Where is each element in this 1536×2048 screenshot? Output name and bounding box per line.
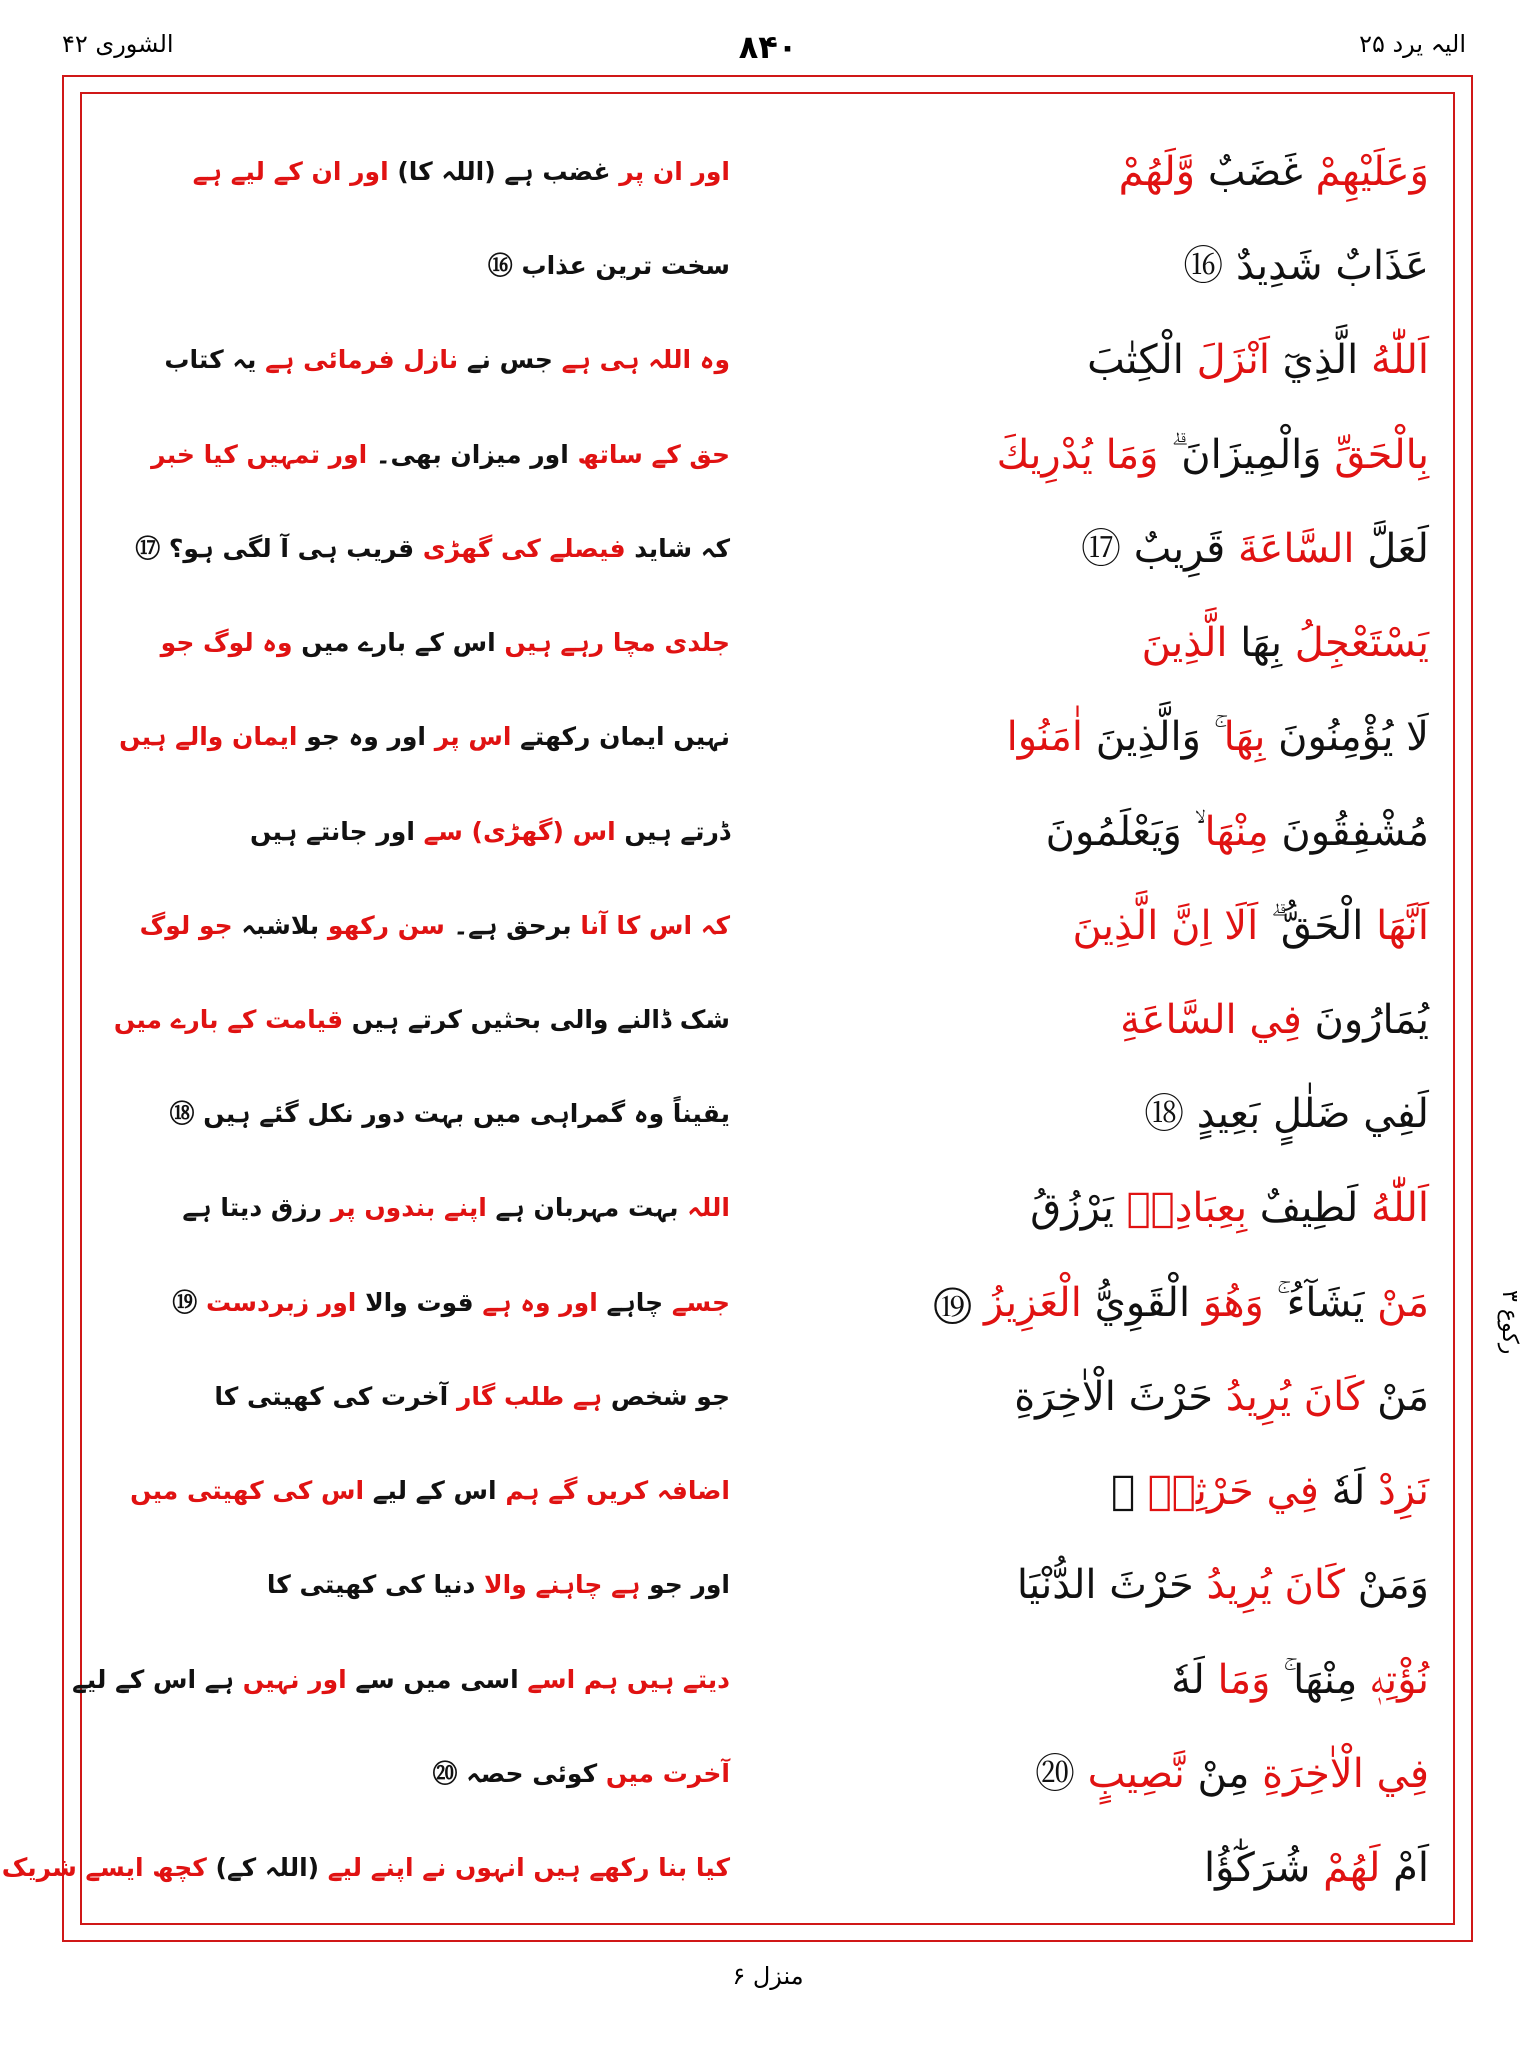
urdu-translation-line	[110, 413, 730, 497]
header-juz-label: الیہ یرد ۲۵	[1359, 30, 1466, 58]
arabic-verse-line	[809, 1449, 1429, 1533]
arabic-segment: ۙ وَيَعْلَمُونَ	[1045, 808, 1205, 855]
arabic-segment: الْكِتٰبَ	[1087, 337, 1197, 384]
urdu-segment: اور وہ ہے	[482, 1287, 598, 1317]
manzil-footer: منزل ۶	[732, 1962, 804, 1990]
urdu-translation-line	[110, 1072, 730, 1156]
arabic-segment: مِنْ	[1184, 1750, 1263, 1797]
arabic-segment: مَنْ	[1377, 1279, 1429, 1326]
urdu-segment: اور زبردست	[205, 1287, 357, 1317]
verse-row	[100, 978, 1435, 1062]
arabic-segment: يُمَارُونَ	[1301, 996, 1429, 1043]
arabic-verse-line	[809, 1072, 1429, 1156]
urdu-segment: اس (گھڑی) سے	[423, 816, 616, 846]
urdu-segment: ہے چاہنے والا	[484, 1570, 641, 1600]
arabic-segment: لَهُمْ	[1323, 1844, 1381, 1891]
urdu-translation-line	[110, 695, 730, 779]
arabic-segment: فِي السَّاعَةِ	[1120, 996, 1302, 1043]
verse-row	[100, 507, 1435, 591]
urdu-segment: اس کے بارے میں	[292, 628, 505, 658]
urdu-segment: اللہ	[687, 1193, 730, 1223]
urdu-segment: کہ شاید	[625, 533, 730, 563]
urdu-translation-line	[110, 1261, 730, 1345]
urdu-segment: آخرت میں	[605, 1758, 730, 1788]
arabic-verse-line	[809, 1543, 1429, 1627]
urdu-segment: جلدی مچا رہے ہیں	[504, 628, 730, 658]
arabic-verse-line	[809, 413, 1429, 497]
urdu-segment: اور میزان بھی۔	[367, 439, 578, 469]
arabic-segment: لَا يُؤْمِنُونَ	[1265, 714, 1429, 761]
urdu-translation-line	[72, 1638, 730, 1722]
urdu-translation-line	[110, 884, 730, 968]
arabic-segment: مِنْهَا ۚ	[1270, 1656, 1371, 1703]
urdu-segment: فیصلے کی گھڑی	[422, 533, 626, 563]
arabic-segment: لَهٗ	[1318, 1468, 1378, 1515]
urdu-segment: کیا بنا رکھے ہیں انہوں نے	[422, 1852, 730, 1882]
arabic-segment: مِنْهَا	[1204, 808, 1269, 855]
urdu-segment: ہے اس کے لیے	[72, 1664, 243, 1694]
urdu-segment: ڈرتے ہیں	[615, 816, 730, 846]
verse-row	[1, 1826, 1435, 1910]
arabic-segment: اَلَا اِنَّ الَّذِينَ	[1072, 902, 1259, 949]
urdu-segment: برحق ہے۔	[444, 910, 581, 940]
arabic-verse-line	[809, 1638, 1429, 1722]
arabic-verse-line	[809, 1355, 1429, 1439]
urdu-segment: قیامت کے بارے میں	[113, 1004, 344, 1034]
urdu-segment: کہ اس کا آنا	[580, 910, 730, 940]
urdu-translation-line	[110, 507, 730, 591]
arabic-verse-line	[809, 130, 1429, 214]
urdu-segment: حق کے ساتھ	[577, 439, 730, 469]
urdu-segment: اپنے بندوں پر	[330, 1193, 487, 1223]
urdu-segment: دنیا کی کھیتی کا	[266, 1570, 485, 1600]
urdu-translation-line	[110, 318, 730, 402]
urdu-translation-line	[110, 1355, 730, 1439]
arabic-segment: غَضَبٌ	[1195, 149, 1316, 195]
urdu-segment: جسے	[671, 1287, 730, 1317]
urdu-segment: نہیں ایمان رکھتے	[511, 722, 730, 752]
urdu-segment: اضافہ کریں گے ہم	[505, 1476, 730, 1506]
arabic-segment: وَالْمِيزَانَ ۗ	[1158, 431, 1335, 478]
arabic-segment: يَشَآءُ ۚ	[1263, 1279, 1378, 1326]
arabic-segment: بِعِبَادِهٖ	[1126, 1185, 1248, 1232]
verse-row	[100, 1449, 1435, 1533]
verse-row	[100, 790, 1435, 874]
arabic-segment: بِالْحَقِّ	[1334, 431, 1429, 478]
verse-row	[100, 130, 1435, 214]
urdu-segment: جس نے	[458, 345, 562, 375]
urdu-segment: یقیناً وہ گمراہی میں بہت دور نکل گئے ہیں ⑱	[169, 1099, 730, 1129]
arabic-segment: لَطِيفٌ	[1247, 1185, 1371, 1232]
urdu-segment: اسی میں سے	[346, 1664, 528, 1694]
arabic-segment: السَّاعَةَ	[1238, 525, 1355, 572]
urdu-translation-line	[110, 224, 730, 308]
arabic-verse-line	[809, 601, 1429, 685]
urdu-translation-line	[1, 1826, 730, 1910]
arabic-segment: الَّذِينَ	[1141, 620, 1228, 667]
verse-row	[100, 1261, 1435, 1345]
arabic-segment: لَفِي ضَلٰلٍ بَعِيدٍ ⑱	[1144, 1091, 1429, 1138]
urdu-segment: کچھ ایسے شریک	[1, 1852, 207, 1882]
urdu-segment: اور تمہیں کیا خبر	[151, 439, 368, 469]
arabic-segment: قَرِيبٌ ⑰	[1080, 525, 1239, 572]
arabic-segment: اَللّٰهُ	[1371, 337, 1429, 384]
arabic-verse-line	[809, 1166, 1429, 1250]
arabic-segment: حَرْثَ الدُّنْيَا	[1016, 1562, 1207, 1609]
urdu-segment: سخت ترین عذاب ⑯	[487, 251, 730, 281]
urdu-translation-line	[110, 130, 730, 214]
urdu-segment: نازل فرمائی ہے	[265, 345, 459, 375]
verse-row	[100, 1355, 1435, 1439]
urdu-segment: ⑲	[172, 1287, 206, 1317]
arabic-verse-line	[809, 507, 1429, 591]
arabic-segment: الَّذِيٓ	[1269, 337, 1371, 384]
verse-row	[72, 1638, 1435, 1722]
urdu-segment: اپنے لیے	[327, 1852, 414, 1882]
urdu-segment: دیتے ہیں ہم اسے	[527, 1664, 730, 1694]
verse-row	[100, 884, 1435, 968]
verse-row	[100, 695, 1435, 779]
urdu-segment: سن رکھو	[327, 910, 445, 940]
arabic-segment: اَنَّهَا	[1376, 902, 1429, 949]
urdu-segment: غضب ہے (اللہ کا)	[388, 157, 620, 186]
arabic-verse-line	[809, 884, 1429, 968]
arabic-verse-line	[809, 1261, 1429, 1345]
urdu-segment: قریب ہی آ لگی ہو؟ ⑰	[135, 533, 423, 563]
arabic-segment: الْعَزِيزُ	[983, 1279, 1082, 1326]
verse-row	[100, 601, 1435, 685]
arabic-segment: يَرْزُقُ	[1030, 1185, 1127, 1232]
arabic-segment: اَللّٰهُ	[1371, 1185, 1429, 1232]
urdu-segment: شک ڈالنے والی بحثیں کرتے ہیں	[343, 1004, 730, 1034]
arabic-verse-line	[809, 978, 1429, 1062]
urdu-segment: یہ کتاب	[164, 345, 266, 375]
verse-row	[100, 318, 1435, 402]
arabic-verse-line	[809, 695, 1429, 779]
urdu-translation-line	[110, 790, 730, 874]
arabic-segment: كَانَ يُرِيدُ	[1206, 1562, 1346, 1609]
verse-row	[100, 1166, 1435, 1250]
urdu-segment: جو لوگ	[139, 910, 233, 940]
verse-row	[100, 1732, 1435, 1816]
arabic-segment: اَنْزَلَ	[1196, 337, 1270, 384]
arabic-segment: نُؤْتِهٖ	[1370, 1656, 1429, 1703]
urdu-segment: اس کی کھیتی میں	[130, 1476, 365, 1506]
urdu-segment: آخرت کی کھیتی کا	[214, 1381, 457, 1411]
urdu-translation-line	[110, 1449, 730, 1533]
urdu-segment: وہ لوگ جو	[160, 628, 293, 658]
urdu-segment: ہے طلب گار	[456, 1381, 603, 1411]
arabic-segment: وَعَلَيْهِمْ	[1315, 149, 1429, 195]
arabic-segment: وَمَنْ	[1345, 1562, 1429, 1609]
urdu-segment: اور وہ جو	[297, 722, 435, 752]
arabic-segment: ⑲	[933, 1279, 984, 1326]
arabic-segment: وَّلَهُمْ	[1118, 149, 1196, 195]
arabic-segment: وَمَا	[1217, 1656, 1271, 1703]
urdu-segment: بلاشبہ	[232, 910, 328, 940]
verse-row	[100, 1543, 1435, 1627]
arabic-segment: فِي حَرْثِهٖ	[1147, 1468, 1319, 1515]
arabic-segment: يَسْتَعْجِلُ	[1294, 620, 1429, 667]
urdu-segment: اس پر	[434, 722, 512, 752]
arabic-segment: لَهٗ	[1171, 1656, 1218, 1703]
arabic-segment: وَمَا يُدْرِيكَ	[996, 431, 1159, 478]
arabic-segment: فِي الْاٰخِرَةِ	[1262, 1750, 1429, 1797]
verse-row	[100, 413, 1435, 497]
arabic-segment: عَذَابٌ شَدِيدٌ ⑯	[1183, 243, 1429, 290]
arabic-segment: الْقَوِيُّ	[1081, 1279, 1203, 1326]
urdu-segment: اور نہیں	[242, 1664, 347, 1694]
urdu-segment: اور جانتے ہیں	[249, 816, 424, 846]
urdu-segment: اس کے لیے	[364, 1476, 506, 1506]
urdu-segment: (اللہ کے)	[206, 1852, 328, 1882]
urdu-segment: اور ان پر	[619, 157, 730, 186]
ruku-marker: رکوع ۳	[1497, 1290, 1522, 1355]
arabic-segment: نَزِدْ	[1377, 1468, 1429, 1515]
arabic-segment: لَعَلَّ	[1354, 525, 1429, 572]
arabic-segment: حَرْثَ الْاٰخِرَةِ	[1014, 1373, 1226, 1420]
urdu-segment: اور ان کے لیے ہے	[192, 157, 389, 186]
urdu-translation-line	[110, 978, 730, 1062]
arabic-segment: مَنْ	[1364, 1373, 1429, 1420]
arabic-segment: بِهَا	[1227, 620, 1295, 667]
arabic-verse-line	[809, 1732, 1429, 1816]
urdu-segment: قوت والا	[356, 1287, 483, 1317]
arabic-segment: اٰمَنُوا	[1006, 714, 1084, 761]
verse-row	[100, 224, 1435, 308]
arabic-segment: اَمْ	[1380, 1844, 1429, 1891]
verse-rows	[1, 130, 1435, 1910]
arabic-segment: نَّصِيبٍ	[1087, 1750, 1185, 1797]
verse-row	[100, 1072, 1435, 1156]
urdu-segment: رزق دیتا ہے	[182, 1193, 331, 1223]
arabic-verse-line	[809, 224, 1429, 308]
urdu-segment: وہ اللہ ہی ہے	[561, 345, 730, 375]
urdu-translation-line	[110, 1166, 730, 1250]
arabic-segment: الْحَقُّ ۗ	[1258, 902, 1377, 949]
urdu-segment: چاہے	[597, 1287, 672, 1317]
arabic-verse-line	[809, 318, 1429, 402]
arabic-segment: ⑳	[1034, 1750, 1088, 1797]
urdu-translation-line	[110, 1732, 730, 1816]
arabic-verse-line	[809, 1826, 1429, 1910]
urdu-segment: جو شخص	[602, 1381, 730, 1411]
urdu-translation-line	[110, 1543, 730, 1627]
arabic-segment: كَانَ يُرِيدُ	[1225, 1373, 1365, 1420]
arabic-verse-line	[809, 790, 1429, 874]
urdu-segment: کوئی حصہ ⑳	[432, 1758, 606, 1788]
arabic-segment: شُرَكٰٓؤُا	[1204, 1844, 1324, 1891]
arabic-segment: مُشْفِقُونَ	[1268, 808, 1429, 855]
arabic-segment: وَهُوَ	[1202, 1279, 1264, 1326]
arabic-segment: ۚ	[1111, 1468, 1148, 1515]
urdu-segment	[414, 1853, 423, 1882]
urdu-translation-line	[110, 601, 730, 685]
arabic-segment: ۚ وَالَّذِينَ	[1083, 714, 1224, 761]
urdu-segment: ایمان والے ہیں	[119, 722, 298, 752]
page-number: ۸۴۰	[738, 28, 798, 66]
header-surah-label: الشوری ۴۲	[62, 30, 174, 58]
arabic-segment: بِهَا	[1223, 714, 1266, 761]
urdu-segment: بہت مہربان ہے	[486, 1193, 688, 1223]
urdu-segment: اور جو	[640, 1570, 730, 1600]
